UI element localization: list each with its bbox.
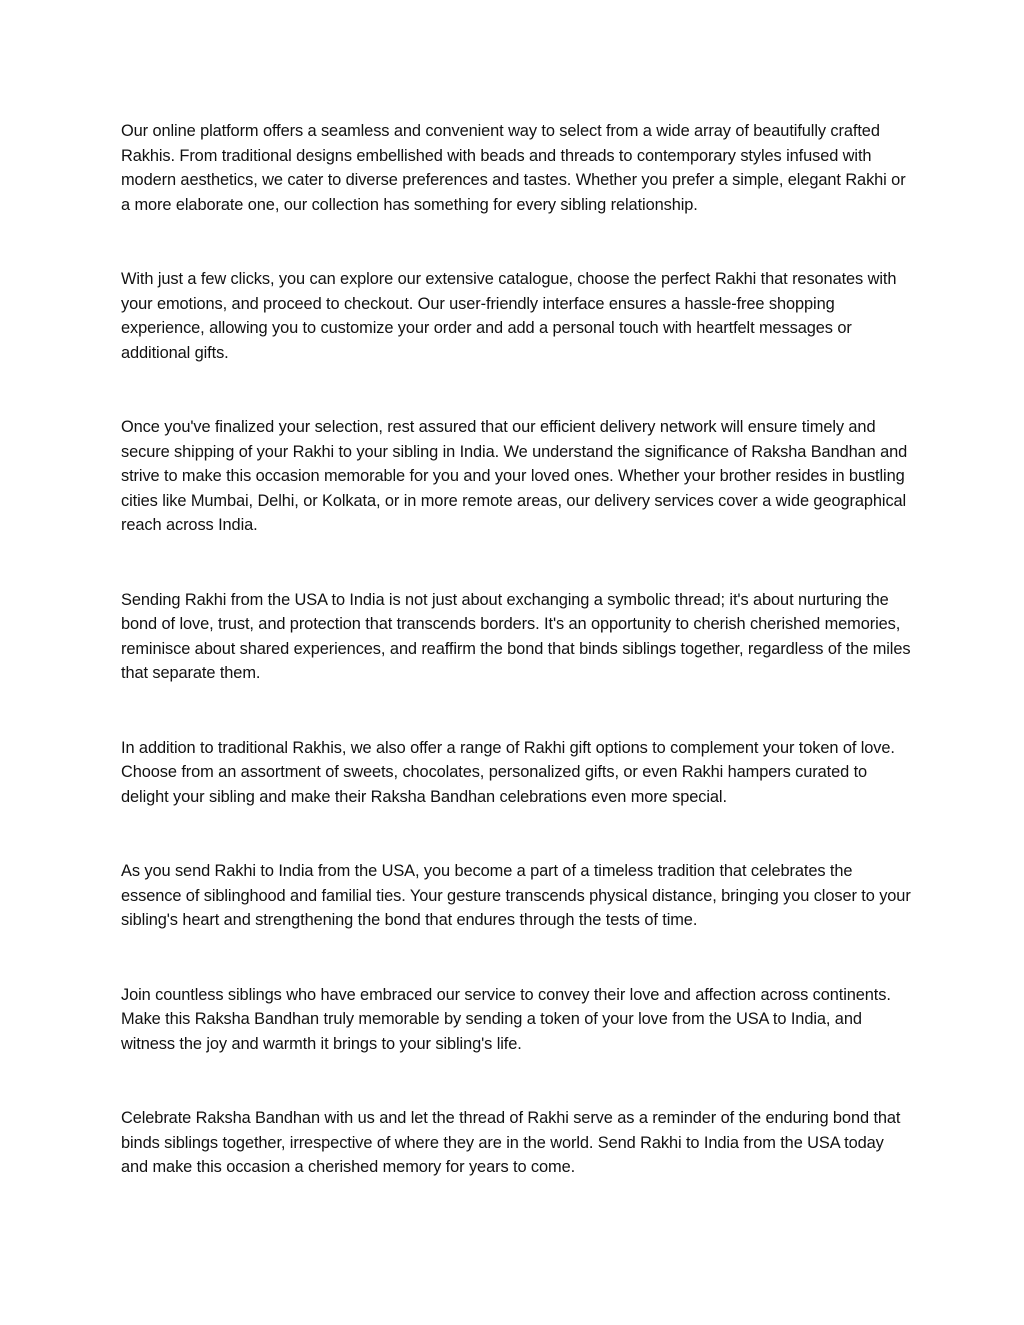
paragraph-platform-offer: Our online platform offers a seamless and convenient way to select from a wide array of beautifully crafted Rakhis. From traditional designs embellished with beads and threads to contemporary styles infused with modern aesthetics, we cater to diverse preferences and tastes. Whether you prefer a simple, elegant Rakhi or a more elaborate one, our collection has something for every sibling relationship. <box>121 122 906 214</box>
paragraph-delivery-network: Once you've finalized your selection, rest assured that our efficient delivery network will ensure timely and secure shipping of your Rakhi to your sibling in India. We understand the significance of Raksha Bandhan and strive to make this occasion memorable for you and your loved ones. Whether your brother resides in bustling cities like Mumbai, Delhi, or Kolkata, or in more remote areas, our delivery services cover a wide geographical reach across India. <box>121 418 908 534</box>
paragraph-bond-of-love: Sending Rakhi from the USA to India is not just about exchanging a symbolic thread; it's about nurturing the bond of love, trust, and protection that transcends borders. It's an opportunity to cherish cherished memories, reminisce about shared experiences, and reaffirm the bond that binds siblings together, regardless of the miles that separate them. <box>121 590 911 682</box>
document-body <box>121 119 911 1180</box>
paragraph-celebrate: Celebrate Raksha Bandhan with us and let the thread of Rakhi serve as a reminder of the enduring bond that binds siblings together, irrespective of where they are in the world. Send Rakhi to India from the USA today and make this occasion a cherished memory for years to come. <box>121 1109 901 1176</box>
paragraph-gift-options: In addition to traditional Rakhis, we also offer a range of Rakhi gift options to complement your token of love. Choose from an assortment of sweets, chocolates, personalized gifts, or even Rakhi hampers curated to delight your sibling and make their Raksha Bandhan celebrations even more special. <box>121 738 895 806</box>
paragraph-checkout-process: With just a few clicks, you can explore our extensive catalogue, choose the perfect Rakhi that resonates with your emotions, and proceed to checkout. Our user-friendly interface ensures a hassle-free shopping experience, allowing you to customize your order and add a personal touch with heartfelt messages or additional gifts. <box>121 270 897 362</box>
paragraph-join-siblings: Join countless siblings who have embraced our service to convey their love and affection across continents. Make this Raksha Bandhan truly memorable by sending a token of your love from the USA to India, and witness the joy and warmth it brings to your sibling's life. <box>121 985 891 1053</box>
paragraph-timeless-tradition: As you send Rakhi to India from the USA, you become a part of a timeless tradition that celebrates the essence of siblinghood and familial ties. Your gesture transcends physical distance, bringing you closer to your sibling's heart and strengthening the bond that endures through the tests of time. <box>121 862 911 929</box>
